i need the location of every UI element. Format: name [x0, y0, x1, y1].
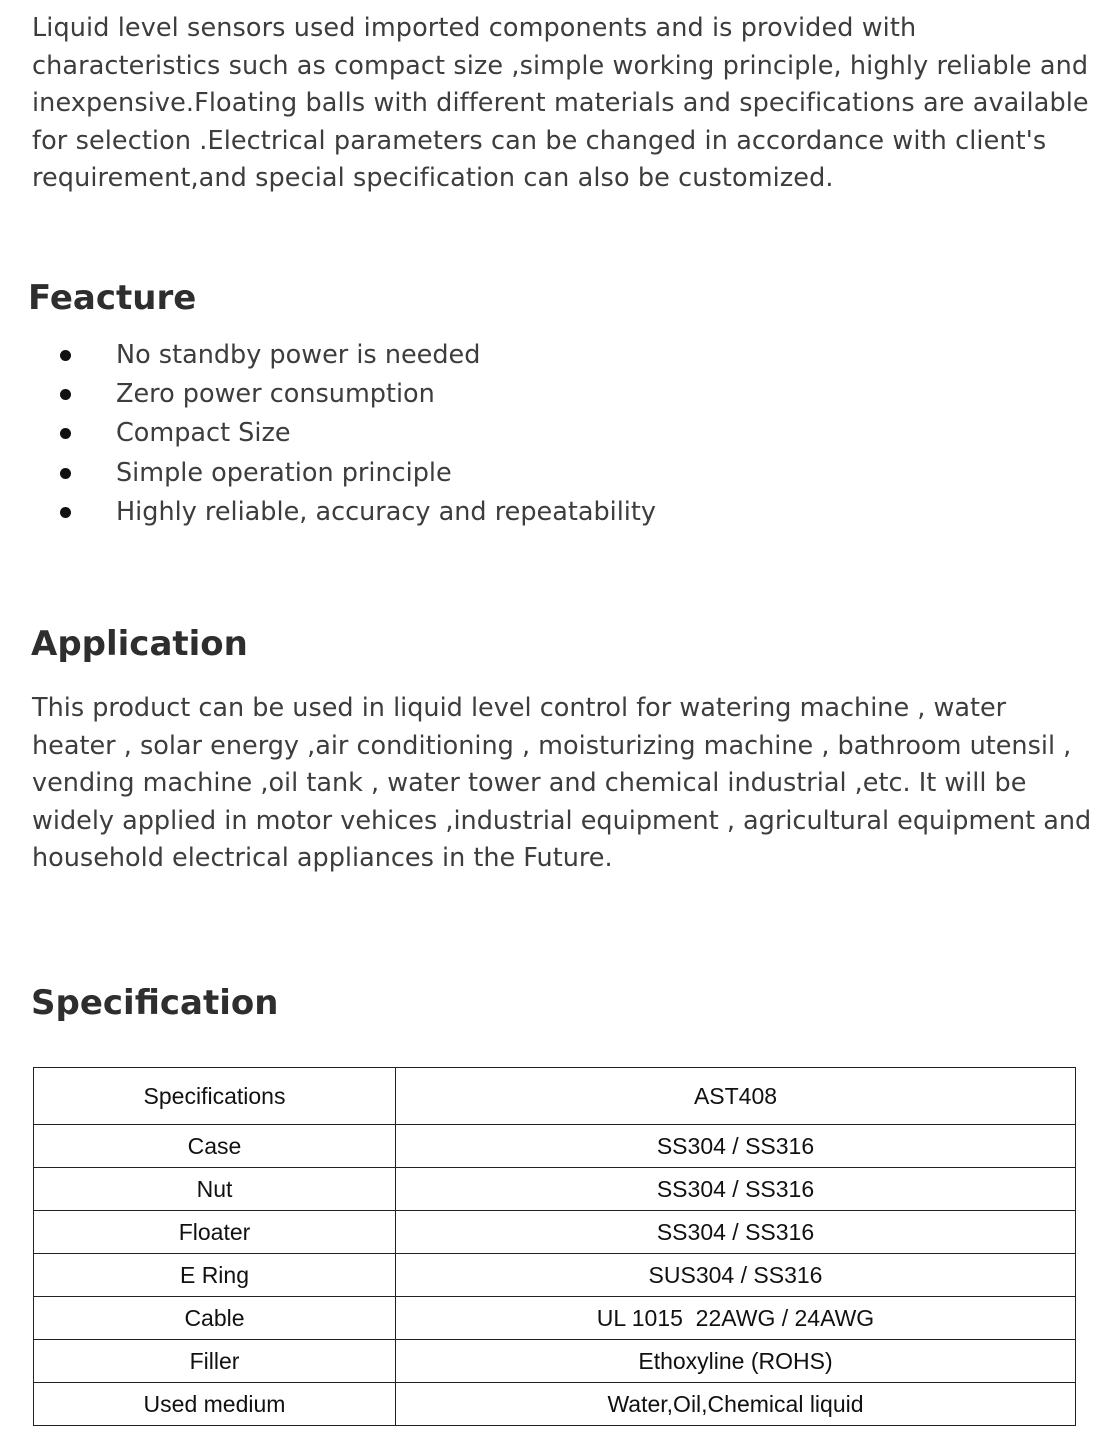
table-row [34, 1254, 1076, 1297]
table-row [34, 1211, 1076, 1254]
table-cell-label: Filler [34, 1340, 396, 1383]
table-row [34, 1125, 1076, 1168]
feature-list-item [0, 494, 656, 533]
feature-list-item [0, 376, 656, 415]
table-cell-label: Floater [34, 1211, 396, 1254]
application-paragraph: This product can be used in liquid level control for watering machine , water heater , solar energy ,air conditioning , moisturizing machine , bathroom utensil , vending machine ,oil tank , water tower and chemical industrial ,etc. It will be widely applied in motor vehices ,industrial equipment , agricultural equipment and household electrical appliances in the Future. [32, 693, 1092, 873]
bullet-icon [60, 428, 71, 439]
feature-list-item [0, 337, 656, 376]
table-cell-value: SS304 / SS316 [396, 1168, 1076, 1211]
table-row [34, 1383, 1076, 1426]
feature-text: Highly reliable, accuracy and repeatability [116, 496, 656, 527]
table-header-cell: AST408 [396, 1068, 1076, 1125]
feature-list [0, 337, 656, 533]
table-cell-value: UL 1015 22AWG / 24AWG [396, 1297, 1076, 1340]
table-cell-label: E Ring [34, 1254, 396, 1297]
table-cell-value: SS304 / SS316 [396, 1125, 1076, 1168]
bullet-icon [60, 350, 71, 361]
application-heading: Application [31, 624, 248, 664]
table-cell-value: Water,Oil,Chemical liquid [396, 1383, 1076, 1426]
table-row [34, 1168, 1076, 1211]
feature-list-item [0, 415, 656, 454]
table-cell-value: SUS304 / SS316 [396, 1254, 1076, 1297]
table-header-cell: Specifications [34, 1068, 396, 1125]
intro-paragraph: Liquid level sensors used imported components and is provided with characteristics such as compact size ,simple working principle, highly reliable and inexpensive.Floating balls with different materials and specifications are available for selection .Electrical parameters can be changed in accordance with client's requirement,and special specification can also be customized. [32, 13, 1089, 193]
feature-text: Compact Size [116, 418, 291, 449]
feature-list-item [0, 455, 656, 494]
table-cell-label: Used medium [34, 1383, 396, 1426]
bullet-icon [60, 468, 71, 479]
bullet-icon [60, 389, 71, 400]
table-row [34, 1297, 1076, 1340]
table-cell-value: Ethoxyline (ROHS) [396, 1340, 1076, 1383]
feature-heading: Feacture [28, 278, 197, 318]
table-cell-label: Nut [34, 1168, 396, 1211]
feature-text: Simple operation principle [116, 457, 452, 488]
table-cell-value: SS304 / SS316 [396, 1211, 1076, 1254]
table-row [34, 1340, 1076, 1383]
table-cell-label: Cable [34, 1297, 396, 1340]
feature-text: No standby power is needed [116, 340, 481, 370]
feature-text: Zero power consumption [116, 379, 435, 410]
table-header-row [34, 1068, 1076, 1125]
specification-heading: Specification [31, 983, 279, 1023]
table-cell-label: Case [34, 1125, 396, 1168]
bullet-icon [60, 507, 71, 518]
specification-table [33, 1067, 1076, 1426]
